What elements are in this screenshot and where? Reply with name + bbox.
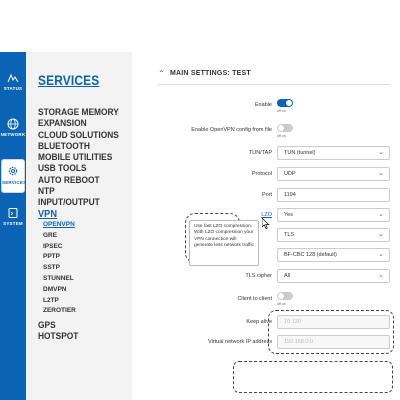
encryption-select[interactable] bbox=[277, 248, 390, 262]
openvpn-config-label: Enable OpenVPN config from file bbox=[191, 127, 272, 133]
submenu-item-openvpn[interactable]: OPENVPN bbox=[43, 220, 75, 228]
keep-alive-placeholder: 10 120 bbox=[284, 319, 301, 325]
submenu-item-dmvpn[interactable]: DMVPN bbox=[43, 285, 67, 293]
tuntap-label: TUN/TAP bbox=[248, 150, 272, 156]
tls-cipher-value: All bbox=[284, 273, 291, 279]
rail-status[interactable] bbox=[0, 72, 26, 91]
section-header[interactable] bbox=[158, 69, 390, 85]
menu-item-ntp[interactable]: NTP bbox=[38, 186, 55, 198]
tls-cipher-label: TLS cipher bbox=[245, 273, 272, 279]
menu-item-input-output[interactable]: INPUT/OUTPUT bbox=[38, 197, 100, 209]
services-menu bbox=[26, 52, 132, 400]
chevron-down-icon: ⌄ bbox=[378, 211, 384, 218]
submenu-item-l2tp[interactable]: L2TP bbox=[43, 296, 59, 304]
highlight-keep-alive-area bbox=[233, 361, 393, 393]
authentication-select[interactable] bbox=[277, 228, 390, 242]
keep-alive-label: Keep alive bbox=[246, 319, 272, 325]
rail-status-label: STATUS bbox=[3, 86, 23, 91]
openvpn-config-toggle[interactable] bbox=[277, 124, 293, 132]
enable-label: Enable bbox=[254, 102, 272, 108]
port-label: Port bbox=[261, 192, 272, 198]
toggle-knob bbox=[278, 125, 284, 131]
lzo-select[interactable] bbox=[277, 208, 390, 222]
tuntap-value: TUN (tunnel) bbox=[284, 150, 316, 156]
rail-services[interactable] bbox=[1, 159, 25, 193]
enable-toggle-caption: off on bbox=[277, 109, 286, 113]
menu-title: SERVICES bbox=[38, 72, 100, 88]
rail-network-label: NETWORK bbox=[0, 132, 26, 137]
menu-item-hotspot[interactable]: HOTSPOT bbox=[38, 331, 79, 343]
protocol-label: Protocol bbox=[251, 171, 272, 177]
menu-item-bluetooth[interactable]: BLUETOOTH bbox=[38, 140, 90, 152]
encryption-value: BF-CBC 128 (default) bbox=[284, 252, 337, 258]
submenu-item-sstp[interactable]: SSTP bbox=[43, 264, 60, 272]
virtual-network-ip-placeholder: 192.168.0.0 bbox=[284, 339, 314, 345]
tuntap-select[interactable] bbox=[277, 146, 390, 160]
mouse-cursor-icon bbox=[262, 218, 270, 229]
submenu-item-zerotier[interactable]: ZEROTIER bbox=[43, 307, 76, 315]
protocol-select[interactable] bbox=[277, 167, 390, 181]
menu-item-storage-memory[interactable]: STORAGE MEMORY bbox=[38, 107, 119, 118]
toggle-knob bbox=[286, 100, 292, 106]
rail-services-label: SERVICES bbox=[2, 180, 27, 185]
authentication-value: TLS bbox=[284, 232, 295, 238]
client-to-client-label: Client to client bbox=[237, 296, 272, 302]
client-to-client-toggle-caption: off on bbox=[277, 302, 286, 306]
menu-item-expansion[interactable]: EXPANSION bbox=[38, 118, 87, 130]
menu-item-auto-reboot[interactable]: AUTO REBOOT bbox=[38, 174, 100, 186]
menu-item-vpn[interactable]: VPN bbox=[38, 207, 58, 220]
rail-network[interactable] bbox=[0, 118, 26, 137]
menu-item-usb-tools[interactable]: USB TOOLS bbox=[38, 163, 87, 175]
submenu-item-stunnel[interactable]: STUNNEL bbox=[43, 274, 74, 282]
menu-list bbox=[38, 107, 130, 343]
rail-system[interactable] bbox=[0, 207, 26, 226]
lzo-tooltip-text: Use fast LZO compression. With LZO compression your VPN connection will generate less network traffic bbox=[194, 224, 254, 249]
left-rail bbox=[0, 52, 26, 400]
section-title: MAIN SETTINGS: TEST bbox=[170, 70, 251, 77]
globe-icon bbox=[7, 118, 19, 130]
menu-item-cloud-solutions[interactable]: CLOUD SOLUTIONS bbox=[38, 129, 119, 141]
enable-toggle[interactable] bbox=[277, 99, 293, 107]
lzo-value: Yes bbox=[284, 212, 293, 218]
chevron-up-icon: ⌃ bbox=[158, 69, 165, 78]
toggle-knob bbox=[278, 293, 284, 299]
submenu-item-gre[interactable]: GRE bbox=[43, 231, 58, 239]
chevron-down-icon: ⌄ bbox=[378, 251, 384, 258]
chevron-down-icon: ⌄ bbox=[378, 170, 384, 177]
submenu-item-pptp[interactable]: PPTP bbox=[43, 253, 60, 261]
chevron-down-icon: ⌄ bbox=[378, 231, 384, 238]
openvpn-config-toggle-caption: off on bbox=[277, 134, 286, 138]
port-value: 1194 bbox=[284, 192, 296, 198]
rail-system-label: SYSTEM bbox=[3, 221, 23, 226]
menu-item-mobile-utilities[interactable]: MOBILE UTILITIES bbox=[38, 152, 113, 164]
highlight-keep-alive-vnet bbox=[268, 310, 394, 354]
menu-item-gps[interactable]: GPS bbox=[38, 320, 56, 332]
protocol-value: UDP bbox=[284, 171, 296, 177]
submenu-item-ipsec[interactable]: IPSEC bbox=[43, 242, 63, 250]
gear-icon bbox=[6, 164, 20, 178]
status-icon bbox=[7, 72, 19, 84]
chevron-down-icon: ⌄ bbox=[378, 272, 384, 279]
system-icon bbox=[7, 207, 19, 219]
client-to-client-toggle[interactable] bbox=[277, 292, 293, 300]
lzo-label[interactable]: LZO bbox=[261, 212, 272, 218]
chevron-down-icon: ⌄ bbox=[378, 149, 384, 156]
vpn-submenu bbox=[43, 220, 130, 317]
lzo-tooltip bbox=[189, 220, 259, 266]
virtual-network-ip-label: Virtual network IP address bbox=[208, 339, 272, 345]
tls-cipher-select[interactable] bbox=[277, 269, 390, 283]
port-input[interactable] bbox=[277, 188, 390, 202]
